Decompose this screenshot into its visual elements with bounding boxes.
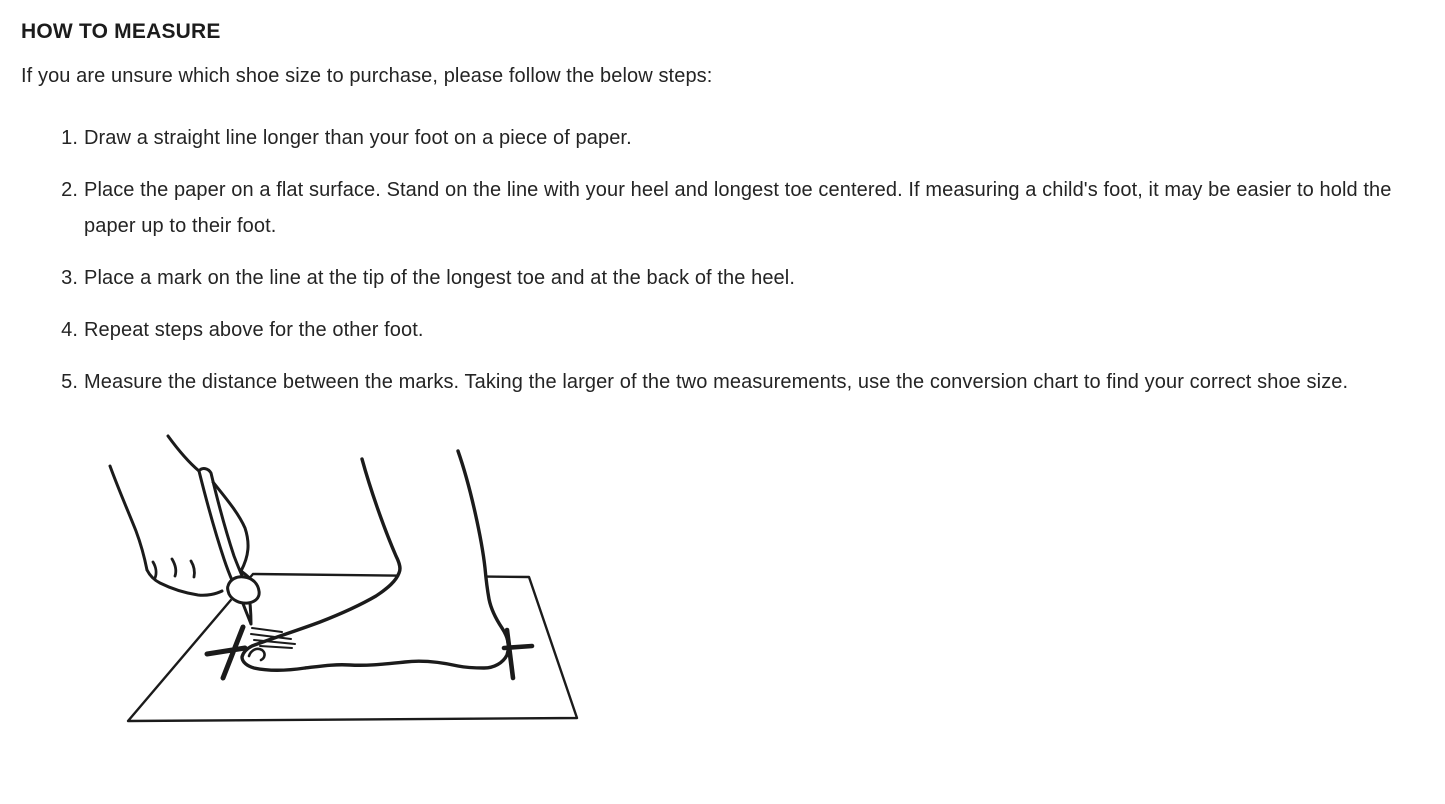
- step-number: 4.: [61, 319, 78, 341]
- foot-measurement-drawing: [100, 416, 600, 746]
- step-number: 3.: [61, 267, 78, 289]
- step-number: 2.: [61, 179, 78, 201]
- section-title: HOW TO MEASURE: [21, 20, 221, 43]
- step-item: [21, 172, 1429, 244]
- intro-text: If you are unsure which shoe size to purchase, please follow the below steps:: [21, 65, 713, 87]
- step-text: Place a mark on the line at the tip of the longest toe and at the back of the heel.: [84, 267, 795, 289]
- step-item: [21, 312, 1429, 348]
- step-item: [21, 260, 1429, 296]
- step-item: [21, 120, 1429, 156]
- step-number: 5.: [61, 371, 78, 393]
- foot-measurement-illustration: [100, 416, 1429, 746]
- step-text: Repeat steps above for the other foot.: [84, 319, 424, 341]
- step-text: Draw a straight line longer than your foot on a piece of paper.: [84, 127, 632, 149]
- step-number: 1.: [61, 127, 78, 149]
- step-item: [21, 364, 1429, 400]
- step-text: Measure the distance between the marks. Taking the larger of the two measurements, use the conversion chart to find your correct shoe size.: [84, 371, 1349, 393]
- step-text: Place the paper on a flat surface. Stand on the line with your heel and longest toe centered. If measuring a child's foot, it may be easier to hold the paper up to their foot.: [84, 179, 1392, 237]
- steps-list: [21, 120, 1429, 400]
- thumb: [228, 577, 260, 603]
